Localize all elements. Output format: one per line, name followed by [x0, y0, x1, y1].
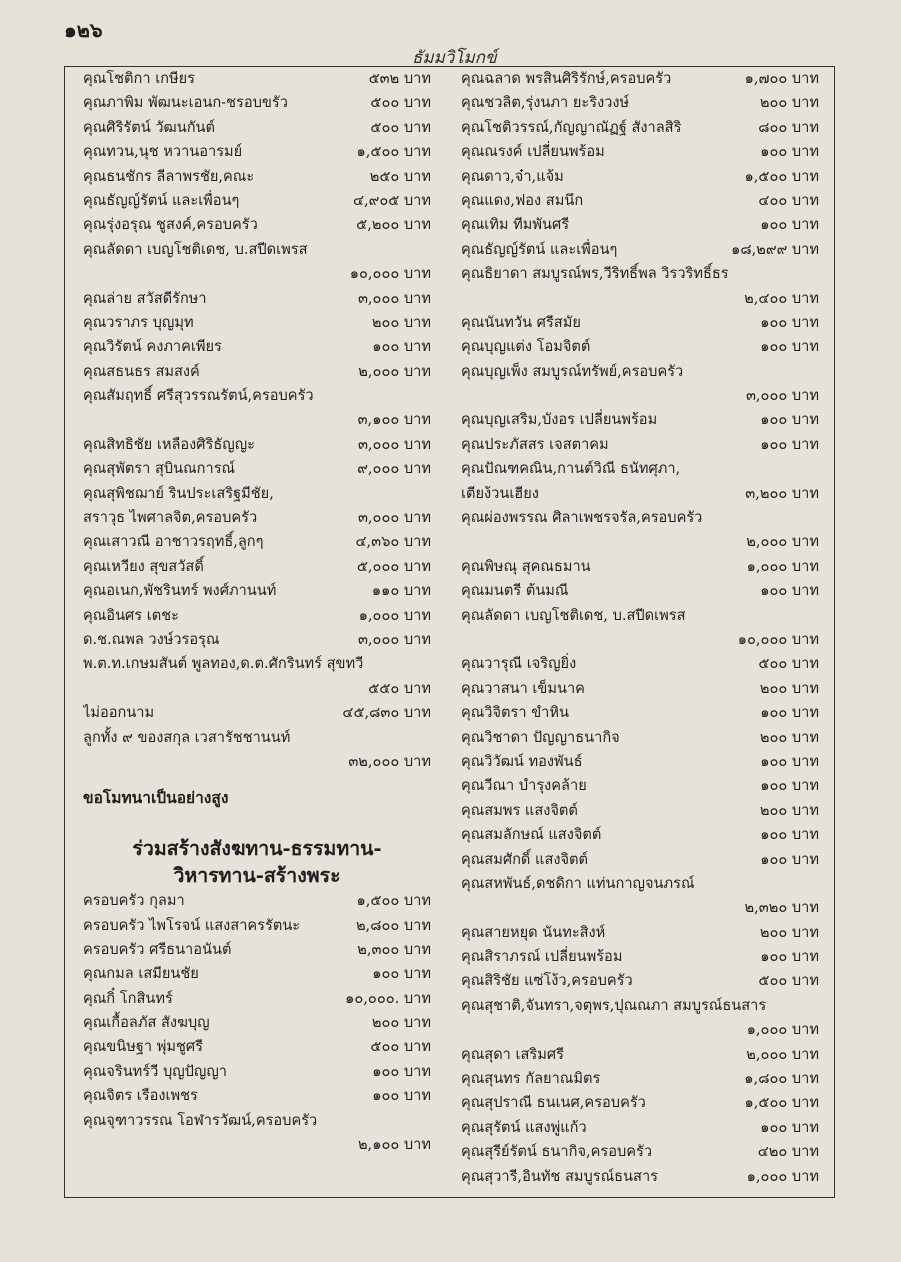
- donor-entry: [83, 1084, 431, 1108]
- left-column: [83, 67, 431, 1157]
- donor-entry: [83, 1011, 431, 1035]
- donor-entry: [83, 889, 431, 913]
- donor-entry: [83, 530, 431, 554]
- donor-name: คุณบุญแต่ง โอมจิตต์: [461, 338, 591, 356]
- donor-name: คุณดาว,จ๋า,แจ้ม: [461, 167, 564, 185]
- donor-entry: [83, 1109, 431, 1133]
- donor-name: คุณนันทวัน ศรีสมัย: [461, 313, 581, 331]
- donation-amount: ๕๐๐ บาท: [370, 94, 431, 112]
- donation-amount: ๓,๐๐๐ บาท: [357, 509, 431, 527]
- donor-entry: [461, 774, 819, 798]
- donation-amount: ๑,๐๐๐ บาท: [746, 1167, 819, 1185]
- donor-name: คุณสมศักดิ์ แสงจิตต์: [461, 850, 588, 868]
- donor-entry: [83, 287, 431, 311]
- donation-amount: ๒,๐๐๐ บาท: [746, 1045, 819, 1063]
- donor-entry: [83, 506, 431, 530]
- donation-amount: ๔๕,๘๓๐ บาท: [342, 704, 431, 722]
- donor-entry: [83, 555, 431, 579]
- running-header: ธัมมวิโมกข์: [412, 48, 497, 68]
- donor-name: คุณวิวัฒน์ ทองพันธ์: [461, 752, 583, 770]
- donation-amount: ๑,๕๐๐ บาท: [744, 1094, 819, 1112]
- donor-name: ครอบครัว ศรีธนาอนันต์: [83, 940, 232, 958]
- donor-entry: [461, 1165, 819, 1189]
- donor-entry: [83, 726, 431, 750]
- donation-amount: ๒,๘๐๐ บาท: [355, 916, 431, 934]
- donor-entry: [461, 604, 819, 628]
- donation-amount: ๕๐๐ บาท: [370, 1038, 431, 1056]
- donation-amount: ๒,๐๐๐ บาท: [746, 533, 819, 551]
- donation-amount: ๑,๘๐๐ บาท: [744, 1070, 819, 1088]
- donor-entry: [461, 823, 819, 847]
- donation-amount: ๒,๐๐๐ บาท: [358, 362, 431, 380]
- donor-entry: [461, 921, 819, 945]
- donation-amount: ๓,๑๐๐ บาท: [357, 411, 431, 429]
- donation-amount: ๑,๐๐๐ บาท: [746, 1021, 819, 1039]
- donor-name: คุณชวลิต,รุ่งนภา ยะริงวงษ์: [461, 94, 630, 112]
- donor-name: คุณสุรัตน์ แสงพู่แก้ว: [461, 1118, 587, 1136]
- right-column: [461, 67, 819, 1189]
- donor-entry: [83, 140, 431, 164]
- donor-name: คุณจิตร เรืองเพชร: [83, 1087, 198, 1105]
- donor-entry: [461, 652, 819, 676]
- donation-amount: ๕๐๐ บาท: [758, 655, 819, 673]
- donor-name: คุณธนชักร ลีลาพรชัย,คณะ: [83, 167, 255, 185]
- donor-entry: [461, 91, 819, 115]
- donor-entry: [83, 165, 431, 189]
- donor-name: คุณภาพิม พัฒนะเอนก-ชรอบขรัว: [83, 94, 288, 112]
- donor-entry: [83, 938, 431, 962]
- donor-name: คุณบุญเพ็ง สมบูรณ์ทรัพย์,ครอบครัว: [461, 362, 684, 380]
- donation-amount: ๒๐๐ บาท: [371, 1014, 431, 1032]
- donor-name: ครอบครัว กุลมา: [83, 892, 185, 910]
- donation-amount: ๑๐๐ บาท: [760, 948, 819, 966]
- donor-name: คุณสายหยุด นันทะสิงห์: [461, 923, 606, 941]
- donation-amount: ๑๘,๒๙๙ บาท: [731, 240, 819, 258]
- donor-name: คุณสมพร แสงจิตต์: [461, 801, 578, 819]
- donor-entry: [83, 262, 431, 286]
- donor-entry: [83, 750, 431, 774]
- donor-name: คุณมนตรี ต้นมณี: [461, 582, 569, 600]
- donation-amount: ๑๐๐ บาท: [372, 338, 431, 356]
- donor-entry: [83, 457, 431, 481]
- donor-name: สราวุธ ไพศาลจิต,ครอบครัว: [83, 509, 258, 527]
- donor-name: คุณรุ่งอรุณ ชูสงค์,ครอบครัว: [83, 216, 258, 234]
- donor-entry: [83, 1133, 431, 1157]
- donation-amount: ๕,๐๐๐ บาท: [356, 557, 431, 575]
- donor-name: คุณลัดดา เบญโชติเดช, บ.สปีดเพรส: [461, 606, 686, 624]
- donor-entry: [461, 262, 819, 286]
- donor-list-left-2: [83, 889, 431, 1157]
- donor-entry: [83, 238, 431, 262]
- donor-name: คุณสิทธิชัย เหลืองศิริธัญญะ: [83, 435, 255, 453]
- donor-entry: [83, 189, 431, 213]
- donor-entry: [461, 213, 819, 237]
- donor-list-left-1: [83, 67, 431, 774]
- donation-amount: ๒,๓๒๐ บาท: [744, 899, 819, 917]
- donor-name: คุณสิริชัย แซ่โง้ว,ครอบครัว: [461, 972, 633, 990]
- donor-name: คุณพิษณุ สุคณธมาน: [461, 557, 591, 575]
- donor-entry: [461, 628, 819, 652]
- donor-name: ลูกทั้ง ๙ ของสกุล เวสารัชชานนท์: [83, 728, 291, 746]
- donation-amount: ๑๐,๐๐๐. บาท: [345, 989, 431, 1007]
- donor-entry: [83, 311, 431, 335]
- donor-name: คุณวารุณี เจริญยิ่ง: [461, 655, 577, 673]
- donation-amount: ๓๒,๐๐๐ บาท: [348, 752, 431, 770]
- donation-amount: ๕๐๐ บาท: [758, 972, 819, 990]
- donor-entry: [461, 994, 819, 1018]
- donor-entry: [461, 555, 819, 579]
- donor-entry: [461, 506, 819, 530]
- donation-amount: ๕๓๒ บาท: [368, 70, 431, 87]
- donor-entry: [461, 311, 819, 335]
- donor-name: คุณสธนธร สมสงค์: [83, 362, 200, 380]
- donation-amount: ๙,๐๐๐ บาท: [357, 460, 431, 478]
- donor-entry: [83, 116, 431, 140]
- donor-name: คุณสมลักษณ์ แสงจิตต์: [461, 826, 602, 844]
- donation-amount: ๒๐๐ บาท: [759, 801, 819, 819]
- donation-amount: ๕๐๐ บาท: [370, 118, 431, 136]
- donor-name: เตียง้วนเฮียง: [461, 484, 539, 502]
- donor-entry: [461, 360, 819, 384]
- donation-amount: ๓,๒๐๐ บาท: [745, 484, 819, 502]
- donation-amount: ๑,๐๐๐ บาท: [746, 557, 819, 575]
- donation-amount: ๑๐,๐๐๐ บาท: [349, 265, 431, 283]
- donor-entry: [83, 604, 431, 628]
- donation-amount: ๓,๐๐๐ บาท: [357, 289, 431, 307]
- donor-entry: [461, 579, 819, 603]
- donation-amount: ๒๐๐ บาท: [759, 728, 819, 746]
- donor-entry: [461, 384, 819, 408]
- section-title-line-2: วิหารทาน-สร้างพระ: [173, 864, 341, 888]
- donation-amount: ๑๑๐ บาท: [371, 582, 431, 600]
- donation-amount: ๑๐๐ บาท: [372, 965, 431, 983]
- donor-entry: [461, 238, 819, 262]
- donor-name: คุณสุนทร กัลยาณมิตร: [461, 1070, 601, 1088]
- donation-amount: ๒๐๐ บาท: [371, 313, 431, 331]
- donor-name: คุณวาสนา เข็มนาค: [461, 679, 585, 697]
- donor-name: คุณสิราภรณ์ เปลี่ยนพร้อม: [461, 948, 623, 966]
- donation-amount: ๑๐,๐๐๐ บาท: [737, 630, 819, 648]
- donation-amount: ๑๐๐ บาท: [760, 435, 819, 453]
- donor-entry: [461, 677, 819, 701]
- donor-entry: [83, 652, 431, 676]
- donor-entry: [461, 408, 819, 432]
- donor-entry: [461, 165, 819, 189]
- donor-name: คุณลัดดา เบญโชติเดช, บ.สปีดเพรส: [83, 240, 308, 258]
- donation-amount: ๑,๐๐๐ บาท: [358, 606, 431, 624]
- donor-entry: [461, 848, 819, 872]
- donor-entry: [83, 1060, 431, 1084]
- donor-entry: [83, 701, 431, 725]
- donor-name: คุณวิชาดา ปัญญาธนากิจ: [461, 728, 620, 746]
- donor-entry: [461, 287, 819, 311]
- donor-entry: [461, 433, 819, 457]
- donation-amount: ๓,๐๐๐ บาท: [357, 630, 431, 648]
- donation-amount: ๔,๙๐๕ บาท: [352, 191, 431, 209]
- donor-name: ไม่ออกนาม: [83, 704, 155, 722]
- donation-amount: ๑๐๐ บาท: [760, 752, 819, 770]
- donation-amount: ๑๐๐ บาท: [372, 1062, 431, 1080]
- donation-amount: ๕,๒๐๐ บาท: [356, 216, 431, 234]
- donor-name: คุณสุวารี,อินทัช สมบูรณ์ธนสาร: [461, 1167, 658, 1185]
- donor-entry: [83, 962, 431, 986]
- donor-name: คุณวิจิตรา ขำหิน: [461, 704, 569, 722]
- donor-name: คุณโชติกา เกษียร: [83, 70, 196, 87]
- donor-name: คุณณรงค์ เปลี่ยนพร้อม: [461, 143, 605, 161]
- donor-name: คุณทวน,นุช หวานอารมย์: [83, 143, 243, 161]
- donor-name: พ.ต.ท.เกษมสันต์ พูลทอง,ด.ต.ศักรินทร์ สุขทวี: [83, 655, 364, 673]
- donor-name: คุณธัญญ์รัตน์ และเพื่อนๆ: [461, 240, 618, 258]
- donor-entry: [461, 1043, 819, 1067]
- donor-name: คุณอินศร เตชะ: [83, 606, 179, 624]
- donation-amount: ๑๐๐ บาท: [760, 704, 819, 722]
- donor-entry: [461, 1091, 819, 1115]
- donor-entry: [83, 433, 431, 457]
- donation-amount: ๒๕๐ บาท: [369, 167, 431, 185]
- donation-amount: ๕๕๐ บาท: [368, 679, 431, 697]
- section-title-line-1: ร่วมสร้างสังฆทาน-ธรรมทาน-: [132, 837, 382, 861]
- donor-name: คุณขนิษฐา พุ่มชูศรี: [83, 1038, 204, 1056]
- donor-entry: [461, 969, 819, 993]
- donor-entry: [83, 987, 431, 1011]
- donor-name: คุณเกื้อลภัส สังฆบุญ: [83, 1014, 210, 1032]
- donor-entry: [83, 67, 431, 91]
- donation-amount: ๑๐๐ บาท: [760, 582, 819, 600]
- donor-name: คุณบุญเสริม,บังอร เปลี่ยนพร้อม: [461, 411, 658, 429]
- donor-name: คุณสุพัตรา สุบินณการณ์: [83, 460, 236, 478]
- donor-entry: [461, 457, 819, 481]
- donation-amount: ๒,๑๐๐ บาท: [357, 1136, 431, 1154]
- donor-name: คุณอเนก,พัชรินทร์ พงศ์ภานนท์: [83, 582, 277, 600]
- donor-entry: [461, 67, 819, 91]
- donation-amount: ๑๐๐ บาท: [760, 216, 819, 234]
- donor-name: คุณวิรัตน์ คงภาคเพียร: [83, 338, 222, 356]
- donor-name: คุณสหพันธ์,ดชดิกา แท่นกาญจนภรณ์: [461, 874, 695, 892]
- donation-amount: ๒๐๐ บาท: [759, 679, 819, 697]
- donation-amount: ๑,๕๐๐ บาท: [744, 167, 819, 185]
- donor-name: คุณฉลาด พรสินศิริรักษ์,ครอบครัว: [461, 70, 672, 87]
- donor-entry: [461, 896, 819, 920]
- donation-amount: ๑๐๐ บาท: [760, 777, 819, 795]
- donor-name: คุณกิ๋ โกสินทร์: [83, 989, 173, 1007]
- donation-amount: ๑,๕๐๐ บาท: [356, 892, 431, 910]
- donor-list-frame: [64, 66, 835, 1198]
- donor-name: คุณเทิม ทีมพันศรี: [461, 216, 570, 234]
- donor-name: คุณเหวียง สุขสวัสดิ์: [83, 557, 204, 575]
- donor-entry: [461, 482, 819, 506]
- donor-entry: [83, 384, 431, 408]
- donor-entry: [461, 116, 819, 140]
- page-number: ๑๒๖: [64, 18, 103, 42]
- donation-amount: ๑๐๐ บาท: [760, 338, 819, 356]
- donor-entry: [461, 1116, 819, 1140]
- donor-entry: [461, 701, 819, 725]
- donation-amount: ๑๐๐ บาท: [760, 826, 819, 844]
- donor-name: คุณวราภร บุญมุท: [83, 313, 194, 331]
- donor-name: ด.ช.ณพล วงษ์วรอรุณ: [83, 630, 220, 648]
- donor-entry: [461, 140, 819, 164]
- donor-entry: [83, 360, 431, 384]
- donor-entry: [83, 579, 431, 603]
- donor-entry: [83, 914, 431, 938]
- donor-entry: [83, 335, 431, 359]
- donor-name: คุณประภัสสร เจสตาคม: [461, 435, 609, 453]
- donation-amount: ๑,๗๐๐ บาท: [744, 70, 819, 87]
- donation-amount: ๑๐๐ บาท: [372, 1087, 431, 1105]
- donor-entry: [461, 750, 819, 774]
- donation-amount: ๔,๓๖๐ บาท: [355, 533, 431, 551]
- donation-amount: ๒๐๐ บาท: [759, 94, 819, 112]
- donation-amount: ๑,๕๐๐ บาท: [356, 143, 431, 161]
- donor-entry: [83, 91, 431, 115]
- donor-entry: [83, 213, 431, 237]
- donor-name: คุณแดง,ฟอง สมนึก: [461, 191, 584, 209]
- donor-entry: [461, 1140, 819, 1164]
- donor-entry: [83, 677, 431, 701]
- donor-name: คุณปัณฑคณิน,กานต์วิณี ธนัทศุภา,: [461, 460, 681, 478]
- donor-name: คุณล่าย สวัสดีรักษา: [83, 289, 207, 307]
- donor-name: คุณเสาวณี อาชาวรฤทธิ์,ลูกๆ: [83, 533, 264, 551]
- donor-name: คุณธัญญ์รัตน์ และเพื่อนๆ: [83, 191, 240, 209]
- donor-entry: [461, 1018, 819, 1042]
- donation-amount: ๑๐๐ บาท: [760, 143, 819, 161]
- donor-name: คุณสุพิชฌาย์ รินประเสริฐมีชัย,: [83, 484, 274, 502]
- donor-name: คุณสุชาติ,จันทรา,จตุพร,ปุณณภา สมบูรณ์ธนสาร: [461, 996, 767, 1014]
- donor-name: คุณกมล เสมียนชัย: [83, 965, 199, 983]
- donation-amount: ๘๐๐ บาท: [758, 118, 819, 136]
- donor-entry: [461, 335, 819, 359]
- donor-entry: [461, 189, 819, 213]
- donor-name: คุณจุฑาวรรณ โอฬารวัฒน์,ครอบครัว: [83, 1111, 318, 1129]
- donation-amount: ๔๒๐ บาท: [757, 1143, 819, 1161]
- donation-amount: ๓,๐๐๐ บาท: [357, 435, 431, 453]
- donor-entry: [461, 872, 819, 896]
- donation-amount: ๑๐๐ บาท: [760, 411, 819, 429]
- donation-amount: ๑๐๐ บาท: [760, 1118, 819, 1136]
- donor-entry: [83, 408, 431, 432]
- donation-amount: ๒๐๐ บาท: [759, 923, 819, 941]
- donation-amount: ๒,๓๐๐ บาท: [357, 940, 431, 958]
- donor-entry: [461, 945, 819, 969]
- donation-amount: ๒,๔๐๐ บาท: [744, 289, 819, 307]
- thanks-line: ขอโมทนาเป็นอย่างสูง: [83, 788, 229, 808]
- donor-name: คุณธิยาดา สมบูรณ์พร,วีริทธิ์พล วิรวริทธิ์ธร: [461, 265, 729, 283]
- donor-entry: [461, 1067, 819, 1091]
- donation-amount: ๓,๐๐๐ บาท: [745, 387, 819, 405]
- donor-name: คุณสุปราณี ธนเนศ,ครอบครัว: [461, 1094, 646, 1112]
- donor-name: คุณสุรีย์รัตน์ ธนากิจ,ครอบครัว: [461, 1143, 653, 1161]
- donor-name: คุณศิริรัตน์ วัฒนกันต์: [83, 118, 215, 136]
- donor-name: คุณโชติวรรณ์,กัญญาณัฏฐ์ สังาลสิริ: [461, 118, 682, 136]
- donor-entry: [83, 1035, 431, 1059]
- donor-name: ครอบครัว ไพโรจน์ แสงสาครรัตนะ: [83, 916, 301, 934]
- donor-entry: [83, 482, 431, 506]
- donor-name: คุณวีณา บำรุงคล้าย: [461, 777, 587, 795]
- donation-amount: ๑๐๐ บาท: [760, 313, 819, 331]
- donor-name: คุณผ่องพรรณ ศิลาเพชรจรัล,ครอบครัว: [461, 509, 703, 527]
- donor-name: คุณสุดา เสริมศรี: [461, 1045, 564, 1063]
- donor-entry: [461, 726, 819, 750]
- donor-entry: [83, 628, 431, 652]
- donor-entry: [461, 799, 819, 823]
- donation-amount: ๑๐๐ บาท: [760, 850, 819, 868]
- donor-name: คุณจรินทร์วี บุญปัญญา: [83, 1062, 227, 1080]
- donor-entry: [461, 530, 819, 554]
- donation-amount: ๔๐๐ บาท: [758, 191, 819, 209]
- donor-name: คุณสัมฤทธิ์ ศรีสุวรรณรัตน์,ครอบครัว: [83, 387, 314, 405]
- donor-list-right: [461, 67, 819, 1189]
